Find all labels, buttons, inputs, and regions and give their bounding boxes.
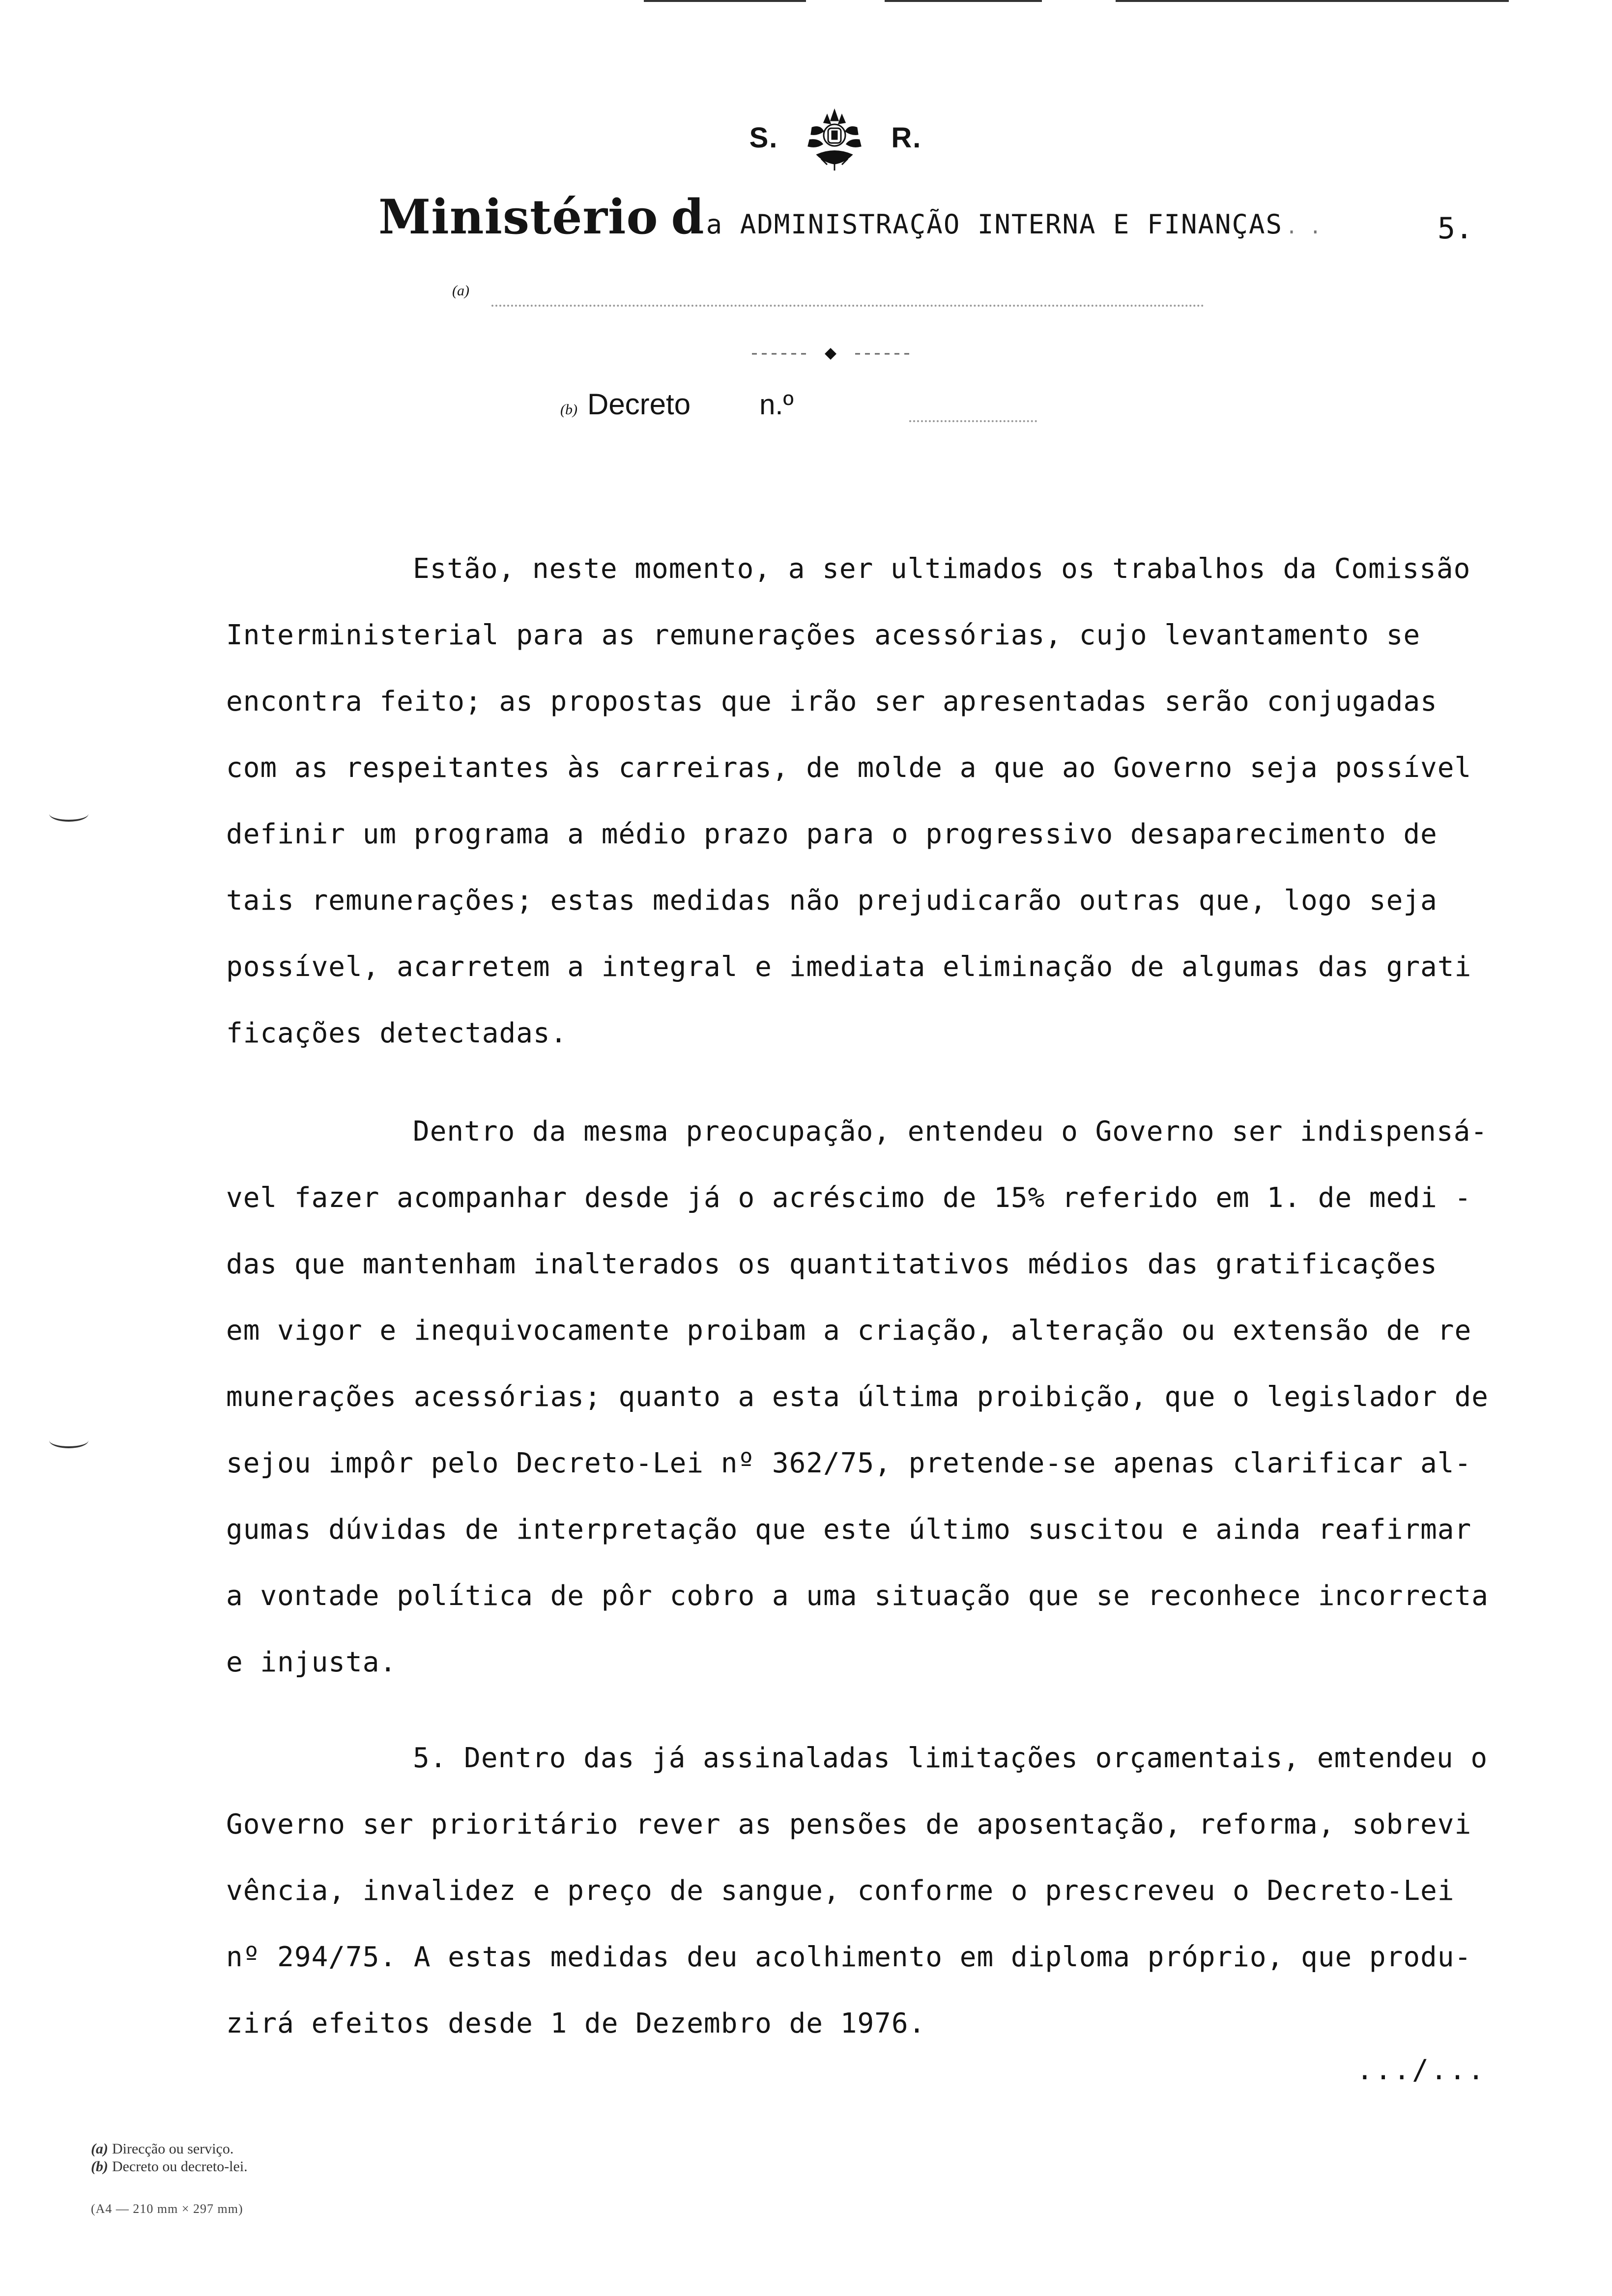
paragraph-2-line: vel fazer acompanhar desde já o acréscimo de 15% referido em 1. de medi - <box>226 1182 1472 1214</box>
paragraph-3-line: zirá efeitos desde 1 de Dezembro de 1976. <box>226 2008 926 2039</box>
footnotes <box>91 2140 248 2176</box>
footnote-a-text: Direcção ou serviço. <box>112 2141 234 2157</box>
decree-label: Decreto <box>587 388 691 421</box>
seal-letter-s: S. <box>749 121 778 154</box>
top-rule-mid <box>885 0 1042 2</box>
state-seal <box>698 101 973 174</box>
top-rule-right <box>1116 0 1509 2</box>
paragraph-2-line: das que mantenham inalterados os quantitativos médios das gratificações <box>226 1248 1438 1280</box>
paragraph-3-line: vência, invalidez e preço de sangue, conforme o prescreveu o Decreto-Lei <box>226 1875 1455 1907</box>
seal-letter-r: R. <box>891 121 922 154</box>
paragraph-2-line: gumas dúvidas de interpretação que este último suscitou e ainda reafirmar <box>226 1514 1472 1546</box>
footnote-b-key: (b) <box>91 2158 108 2175</box>
margin-mark-2 <box>49 1433 88 1448</box>
paragraph-1-line: com as respeitantes às carreiras, de molde a que ao Governo seja possível <box>226 752 1472 784</box>
decree-number-line <box>909 420 1037 422</box>
paragraph-2-line: em vigor e inequivocamente proibam a criação, alteração ou extensão de re <box>226 1315 1472 1347</box>
paragraph-1-line: Interministerial para as remunerações acessórias, cujo levantamento se <box>226 619 1421 651</box>
footnote-b-text: Decreto ou decreto-lei. <box>112 2158 248 2175</box>
ornament-icon <box>752 344 909 364</box>
ministry-name: a ADMINISTRAÇÃO INTERNA E FINANÇAS <box>706 209 1283 240</box>
footnote-b <box>91 2158 248 2176</box>
paragraph-3-line: 5. Dentro das já assinaladas limitações orçamentais, emtendeu o <box>413 1742 1488 1774</box>
number-label: n.º <box>759 389 794 421</box>
paragraph-2-line: a vontade política de pôr cobro a uma situação que se reconhece incorrecta <box>226 1580 1489 1612</box>
service-field-mark: (a) <box>452 283 469 299</box>
print-info: (A4 — 210 mm × 297 mm) <box>91 2202 243 2216</box>
paragraph-2-line: Dentro da mesma preocupação, entendeu o Governo ser indispensá- <box>413 1116 1488 1148</box>
margin-mark-1 <box>49 806 88 822</box>
page-number: 5. <box>1438 211 1473 246</box>
service-field-line <box>491 305 1204 307</box>
decree-field-mark: (b) <box>560 402 577 418</box>
paragraph-3-line: nº 294/75. A estas medidas deu acolhimento em diploma próprio, que produ- <box>226 1941 1472 1973</box>
paragraph-1-line: encontra feito; as propostas que irão ser apresentadas serão conjugadas <box>226 686 1438 718</box>
paragraph-1-line: ficações detectadas. <box>226 1017 568 1049</box>
decree-field <box>560 387 794 421</box>
paragraph-1-line: definir um programa a médio prazo para o progressivo desaparecimento de <box>226 818 1438 850</box>
paragraph-1-line: Estão, neste momento, a ser ultimados os trabalhos da Comissão <box>413 553 1471 585</box>
ministry-d: d <box>671 189 704 245</box>
coat-of-arms-icon <box>798 101 871 174</box>
footnote-a <box>91 2140 248 2158</box>
top-rule-left <box>644 0 806 2</box>
paragraph-1-line: possível, acarretem a integral e imediata eliminação de algumas das grati <box>226 951 1472 983</box>
ministry-heading <box>378 189 1321 245</box>
footnote-a-key: (a) <box>91 2141 108 2157</box>
ministry-prefix: Ministério <box>378 189 659 245</box>
paragraph-2-line: e injusta. <box>226 1646 397 1678</box>
paragraph-1-line: tais remunerações; estas medidas não prejudicarão outras que, logo seja <box>226 885 1438 917</box>
paragraph-2-line: munerações acessórias; quanto a esta última proibição, que o legislador de <box>226 1381 1489 1413</box>
paragraph-2-line: sejou impôr pelo Decreto-Lei nº 362/75, pretende-se apenas clarificar al- <box>226 1447 1472 1479</box>
continuation-mark: .../... <box>1356 2054 1487 2086</box>
paragraph-3-line: Governo ser prioritário rever as pensões de aposentação, reforma, sobrevi <box>226 1808 1472 1840</box>
ministry-trail: . . <box>1286 216 1322 238</box>
